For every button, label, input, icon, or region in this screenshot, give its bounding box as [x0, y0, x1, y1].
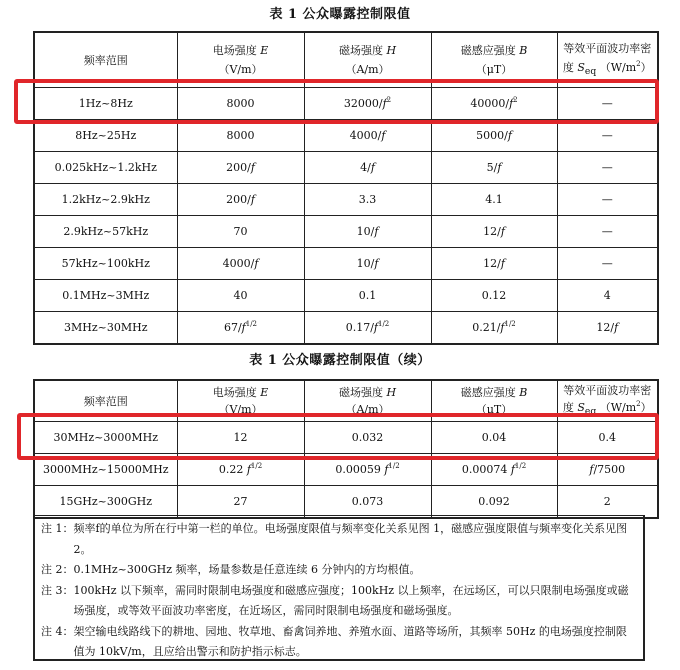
- table-header-row: [34, 380, 658, 422]
- header-electric-field: 电场强度 E （V/m）: [177, 380, 304, 422]
- table1-row: [34, 152, 658, 184]
- frequency-cell: 3000MHz~15000MHz: [34, 454, 177, 486]
- note-text: 架空输电线路线下的耕地、园地、牧草地、畜禽饲养地、养殖水面、道路等场所，其频率 50Hz 的电场强度控制限值为 10kV/m，且应给出警示和防护指示标志。: [73, 624, 627, 658]
- power-density-cell: —: [557, 184, 658, 216]
- flux-density-cell: 0.092: [431, 486, 557, 519]
- magnetic-field-cell: 4000/f: [304, 120, 431, 152]
- power-density-cell: 4: [557, 280, 658, 312]
- magnetic-field-cell: 0.032: [304, 422, 431, 454]
- frequency-cell: 3MHz~30MHz: [34, 312, 177, 345]
- flux-density-cell: 12/f: [431, 248, 557, 280]
- flux-density-cell: $40000/f^2$: [431, 88, 557, 120]
- table-notes: [33, 515, 645, 661]
- exposure-limits-table: [33, 31, 659, 345]
- electric-field-cell: 8000: [177, 88, 304, 120]
- header-flux-density: 磁感应强度 B （μT）: [431, 380, 557, 422]
- note-label: 注 1：: [41, 522, 74, 535]
- exposure-limits-table-continued: [33, 379, 659, 519]
- magnetic-field-cell: $32000/f^2$: [304, 88, 431, 120]
- note-label: 注 4：: [41, 624, 74, 638]
- note-3: [41, 581, 637, 622]
- power-density-cell: f/7500: [557, 454, 658, 486]
- note-4: [41, 622, 637, 663]
- header-frequency: 频率范围: [34, 380, 177, 422]
- frequency-cell: 0.1MHz~3MHz: [34, 280, 177, 312]
- header-magnetic-field: 磁场强度 H （A/m）: [304, 380, 431, 422]
- frequency-cell: 1.2kHz~2.9kHz: [34, 184, 177, 216]
- power-density-cell: 12/f: [557, 312, 658, 345]
- frequency-cell: 2.9kHz~57kHz: [34, 216, 177, 248]
- table2-row: [34, 454, 658, 486]
- magnetic-field-cell: 3.3: [304, 184, 431, 216]
- frequency-cell: 15GHz~300GHz: [34, 486, 177, 519]
- magnetic-field-cell: 10/f: [304, 216, 431, 248]
- frequency-cell: 57kHz~100kHz: [34, 248, 177, 280]
- frequency-cell: 1Hz~8Hz: [34, 88, 177, 120]
- electric-field-cell: $67/f^{1/2}$: [177, 312, 304, 345]
- flux-density-cell: 0.00074 $f^{1/2}$: [431, 454, 557, 486]
- flux-density-cell: 5000/f: [431, 120, 557, 152]
- magnetic-field-cell: 0.1: [304, 280, 431, 312]
- magnetic-field-cell: 0.073: [304, 486, 431, 519]
- electric-field-cell: 200/f: [177, 184, 304, 216]
- electric-field-cell: 12: [177, 422, 304, 454]
- header-electric-field: 电场强度 E （V/m）: [177, 32, 304, 88]
- header-power-density: 等效平面波功率密 度 $S_{eq}$ $(W/m^2)$: [557, 380, 658, 422]
- power-density-cell: —: [557, 152, 658, 184]
- note-text: 100kHz 以下频率，需同时限制电场强度和磁感应强度；100kHz 以上频率，在远场区，可以只限制电场强度或磁场强度，或等效平面波功率密度，在近场区，需同时限制电场强度和磁场强度。: [73, 583, 629, 617]
- table1-row: [34, 88, 658, 120]
- note-label: 注 2：: [41, 563, 74, 576]
- table-header-row: [34, 32, 658, 88]
- electric-field-cell: 40: [177, 280, 304, 312]
- flux-density-cell: 4.1: [431, 184, 557, 216]
- power-density-cell: 2: [557, 486, 658, 519]
- flux-density-cell: 5/f: [431, 152, 557, 184]
- header-magnetic-field: 磁场强度 H （A/m）: [304, 32, 431, 88]
- header-frequency: 频率范围: [34, 32, 177, 88]
- table2-row: [34, 486, 658, 519]
- note-1: [41, 519, 637, 560]
- flux-density-cell: 12/f: [431, 216, 557, 248]
- magnetic-field-cell: 0.00059 $f^{1/2}$: [304, 454, 431, 486]
- table2-caption: 表 1 公众曝露控制限值（续）: [249, 353, 431, 368]
- power-density-cell: —: [557, 120, 658, 152]
- magnetic-field-cell: 10/f: [304, 248, 431, 280]
- note-text: 0.1MHz~300GHz 频率，场量参数是任意连续 6 分钟内的方均根值。: [73, 563, 421, 576]
- power-density-cell: 0.4: [557, 422, 658, 454]
- table1-row: [34, 120, 658, 152]
- electric-field-cell: 27: [177, 486, 304, 519]
- header-flux-density: 磁感应强度 B （μT）: [431, 32, 557, 88]
- flux-density-cell: $0.21/f^{1/2}$: [431, 312, 557, 345]
- table1-row: [34, 280, 658, 312]
- electric-field-cell: 200/f: [177, 152, 304, 184]
- power-density-cell: —: [557, 248, 658, 280]
- table1-row: [34, 312, 658, 345]
- flux-density-cell: 0.04: [431, 422, 557, 454]
- flux-density-cell: 0.12: [431, 280, 557, 312]
- electric-field-cell: 8000: [177, 120, 304, 152]
- electric-field-cell: 70: [177, 216, 304, 248]
- table1-caption: 表 1 公众曝露控制限值: [269, 7, 411, 22]
- note-2: [41, 560, 637, 581]
- frequency-cell: 30MHz~3000MHz: [34, 422, 177, 454]
- table1-row: [34, 248, 658, 280]
- frequency-cell: 0.025kHz~1.2kHz: [34, 152, 177, 184]
- note-text: 频率f的单位为所在行中第一栏的单位。电场强度限值与频率变化关系见图 1，磁感应强度限值与频率变化关系见图 2。: [73, 522, 628, 556]
- magnetic-field-cell: $0.17/f^{1/2}$: [304, 312, 431, 345]
- table1-row: [34, 184, 658, 216]
- table1-row: [34, 216, 658, 248]
- note-label: 注 3：: [41, 583, 74, 597]
- magnetic-field-cell: 4/f: [304, 152, 431, 184]
- frequency-cell: 8Hz~25Hz: [34, 120, 177, 152]
- electric-field-cell: 4000/f: [177, 248, 304, 280]
- power-density-cell: —: [557, 88, 658, 120]
- power-density-cell: —: [557, 216, 658, 248]
- header-power-density: 等效平面波功率密 度 $S_{eq}$ $(W/m^2)$: [557, 32, 658, 88]
- table2-row: [34, 422, 658, 454]
- electric-field-cell: 0.22 $f^{1/2}$: [177, 454, 304, 486]
